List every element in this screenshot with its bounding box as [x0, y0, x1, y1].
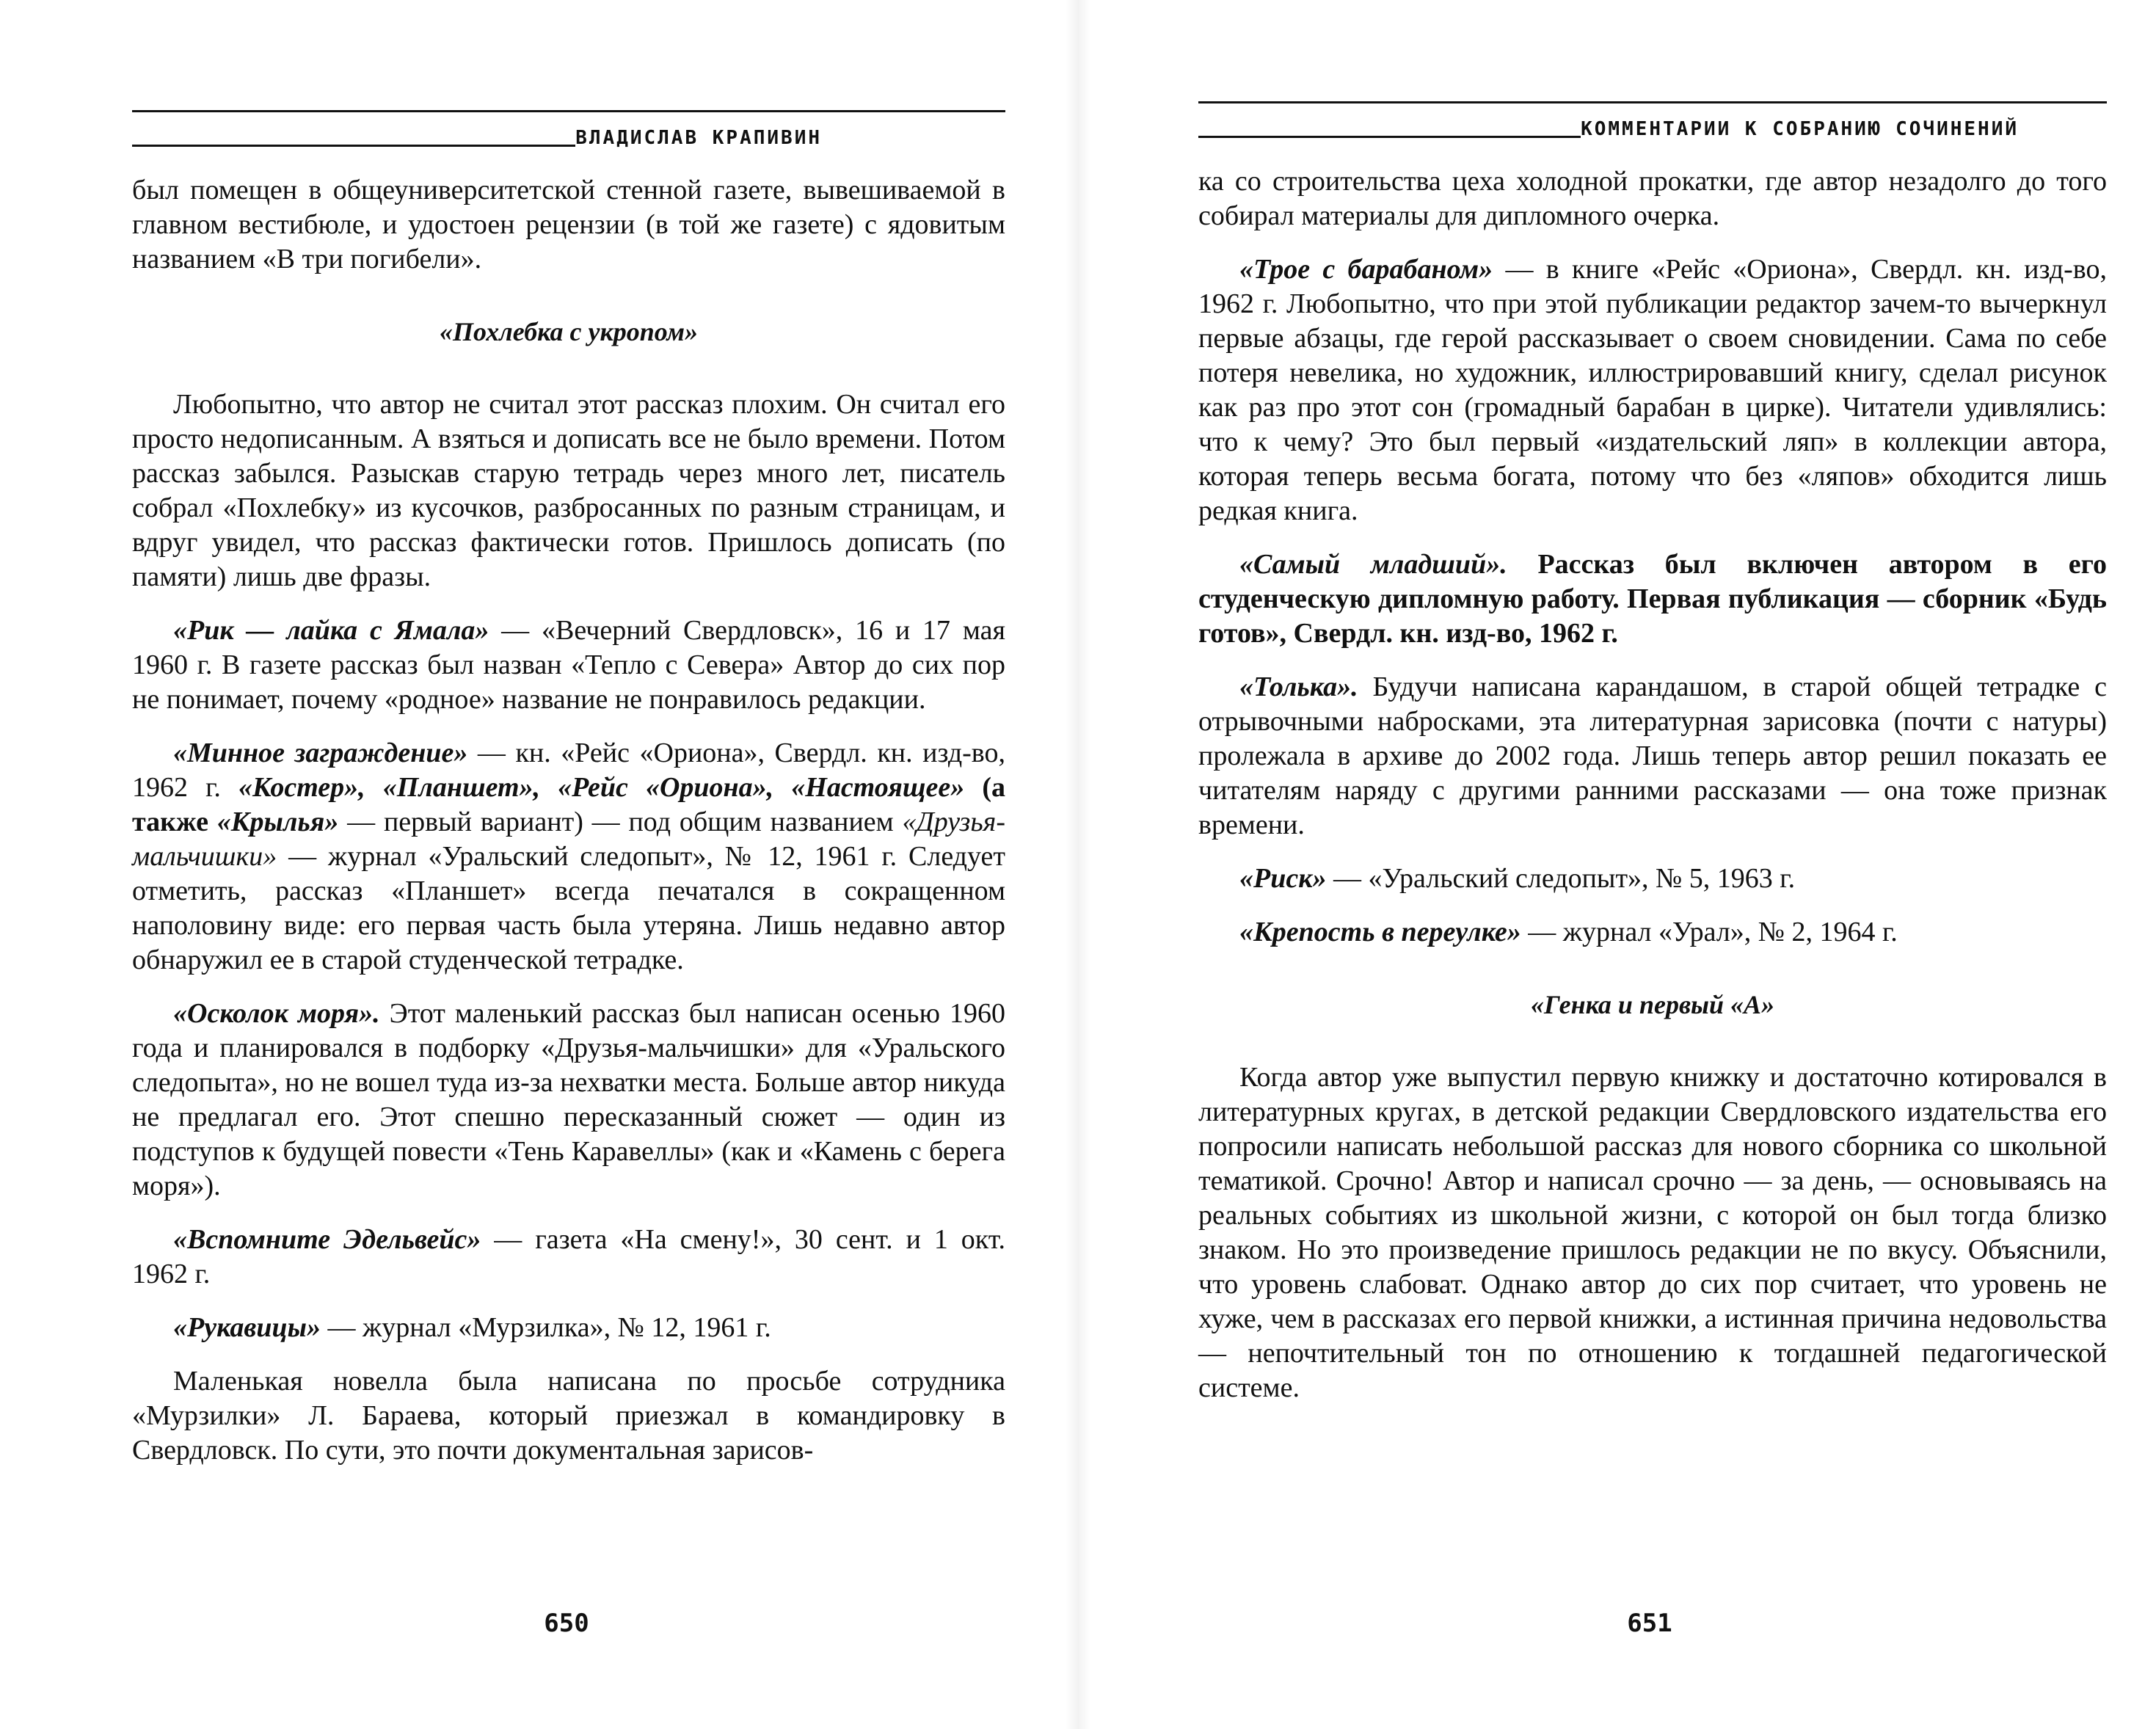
work-title: «Крылья» — [216, 807, 339, 837]
right-page — [1078, 0, 2156, 1729]
work-title: «Вспомните Эдельвейс» — [173, 1224, 481, 1255]
work-title: «Риск» — [1239, 863, 1327, 894]
paragraph — [1198, 670, 2107, 842]
paragraph — [132, 1223, 1005, 1292]
paragraph-text: — в книге «Рейс «Ориона», Свердл. кн. изд-во, 1962 г. Любопытно, что при этой публикации редактор зачем-то вычеркнул первые абзацы, где герой рассказывает о своем сновидении. Сама по себе потеря невелика, но художник, иллюстрировавший книгу, сделал рисунок как раз про этот сон (громадный барабан в цирке). Читатели удивлялись: что к чему? Это был первый «издательский ляп» в коллекции автора, которая теперь весьма богата, потому что без «ляпов» обходится лишь редкая книга. — [1198, 254, 2107, 526]
paragraph: Маленькая новелла была написана по просьбе сотрудника «Мурзилки» Л. Бараева, который приезжал в командировку в Свердловск. По сути, это почти документальная зарисов- — [132, 1366, 1005, 1466]
right-text-column — [1198, 164, 2107, 1424]
paragraph-text: Рассказ был включен автором в его студенческую дипломную работу. Первая публикация — сборник «Будь готов», Свердл. кн. изд-во, 1962 г. — [1198, 549, 2107, 649]
running-head-title: ВЛАДИСЛАВ КРАПИВИН — [575, 127, 822, 149]
head-top-rule — [1198, 101, 2107, 103]
work-title: «Крепость в переулке» — [1239, 917, 1521, 947]
paragraph — [132, 614, 1005, 717]
head-top-rule — [132, 110, 1005, 112]
paragraph — [1198, 862, 2107, 896]
work-title: «Минное заграждение» — [173, 738, 468, 768]
work-title: «Друзья-мальчишки» — [132, 807, 1005, 872]
paragraph-text: — журнал «Мурзилка», № 12, 1961 г. — [321, 1312, 771, 1343]
right-running-head — [1198, 101, 2107, 153]
left-text-column — [132, 173, 1005, 1487]
work-title: «Осколок моря». — [173, 998, 380, 1029]
work-title: «Самый младший». — [1239, 549, 1507, 580]
paragraph-text: — газета «На смену!», 30 сент. и 1 окт. 1962 г. — [132, 1224, 1006, 1289]
paragraph — [1198, 547, 2107, 651]
paragraph: Когда автор уже выпустил первую книжку и достаточно котировался в литературных кругах, в детской редакции Свердловского издательства его попросили написать небольшой рассказ для нового сборника со школьной тематикой. Срочно! Автор и написал срочно — за день, — основываясь на реальных событиях из школьной жизни, с которой он был тогда близко знаком. Но это произведение пришлось редакции не по вкусу. Объяснили, что уровень слабоват. Однако автор до сих пор считает, что уровень не хуже, чем в рассказах его первой книжки, а истинная причина недовольства — непочтительный тон по отношению к тогдашней педагогической системе. — [1198, 1062, 2107, 1403]
paragraph — [1198, 252, 2107, 528]
work-title: «Костер», «Планшет», «Рейс «Ориона», «Настоящее» — [238, 772, 965, 803]
paragraph-text: — «Уральский следопыт», № 5, 1963 г. — [1326, 863, 1796, 894]
work-title: «Толька». — [1239, 671, 1358, 702]
paragraph-text: Будучи написана карандашом, в старой общей тетрадке с отрывочными набросками, эта литературная зарисовка (почти с натуры) пролежала в архиве до 2002 года. Лишь теперь автор решил показать ее читателям наряду с другими ранними рассказами — она тоже признак времени. — [1198, 671, 2107, 840]
paragraph-text: — журнал «Урал», № 2, 1964 г. — [1521, 917, 1898, 947]
paragraph — [132, 1311, 1005, 1345]
paragraph: ка со строительства цеха холодной прокатки, где автор незадолго до того собирал материалы для дипломного очерка. — [1198, 166, 2107, 231]
paragraph-text: — кн. «Рейс «Ориона», Свердл. кн. изд-во, 1962 г. — [132, 738, 1005, 803]
paragraph-text: Этот маленький рассказ был написан осенью 1960 года и планировался в подборку «Друзья-мальчишки» для «Уральского следопыта», но не вошел туда из-за нехватки места. Больше автор никуда не предлагал его. Этот спешно пересказанный сюжет — один из подступов к будущей повести «Тень Каравеллы» (как и «Камень с берега моря»). — [132, 998, 1005, 1201]
work-title: «Рик — лайка с Ямала» — [173, 615, 489, 646]
section-heading: «Генка и первый «А» — [1530, 990, 1775, 1019]
head-left-rule — [132, 145, 575, 147]
running-head-title: КОММЕНТАРИИ К СОБРАНИЮ СОЧИНЕНИЙ — [1581, 118, 2019, 140]
paragraph-text: — журнал «Уральский следопыт», № 12, 1961 г. Следует отметить, рассказ «Планшет» всегда печатался в сокращенном наполовину виде: его первая часть была утеряна. Лишь недавно автор обнаружил ее в старой студенческой тетрадке. — [132, 841, 1005, 975]
paragraph: Любопытно, что автор не считал этот рассказ плохим. Он считал его просто недописанным. А взяться и дописать все не было времени. Потом рассказ забылся. Разыскав старую тетрадь через много лет, писатель собрал «Похлебку» из кусочков, разбросанных по разным страницам, и вдруг увидел, что рассказ фактически готов. Пришлось дописать (по памяти) лишь две фразы. — [132, 389, 1005, 592]
work-title: «Рукавицы» — [173, 1312, 321, 1343]
section-heading: «Похлебка с укропом» — [439, 317, 699, 346]
paragraph-text: — первый вариант) — под общим названием — [338, 807, 903, 837]
left-running-head — [132, 110, 1005, 161]
paragraph — [132, 997, 1005, 1204]
paragraph — [132, 736, 1005, 978]
work-title: «Трое с барабаном» — [1239, 254, 1493, 285]
page-number: 651 — [1627, 1609, 1672, 1638]
page-number: 650 — [544, 1609, 589, 1638]
paragraph-text: (а также — [132, 772, 1005, 837]
paragraph — [1198, 915, 2107, 950]
paragraph: был помещен в общеуниверситетской стенной газете, вывешиваемой в главном вестибюле, и удостоен рецензии (в той же газете) с ядовитым названием «В три погибели». — [132, 175, 1005, 274]
head-left-rule — [1198, 136, 1581, 138]
paragraph-text: — «Вечерний Свердловск», 16 и 17 мая 1960 г. В газете рассказ был назван «Тепло с Севера» Автор до сих пор не понимает, почему «родное» название не понравилось редакции. — [132, 615, 1005, 715]
